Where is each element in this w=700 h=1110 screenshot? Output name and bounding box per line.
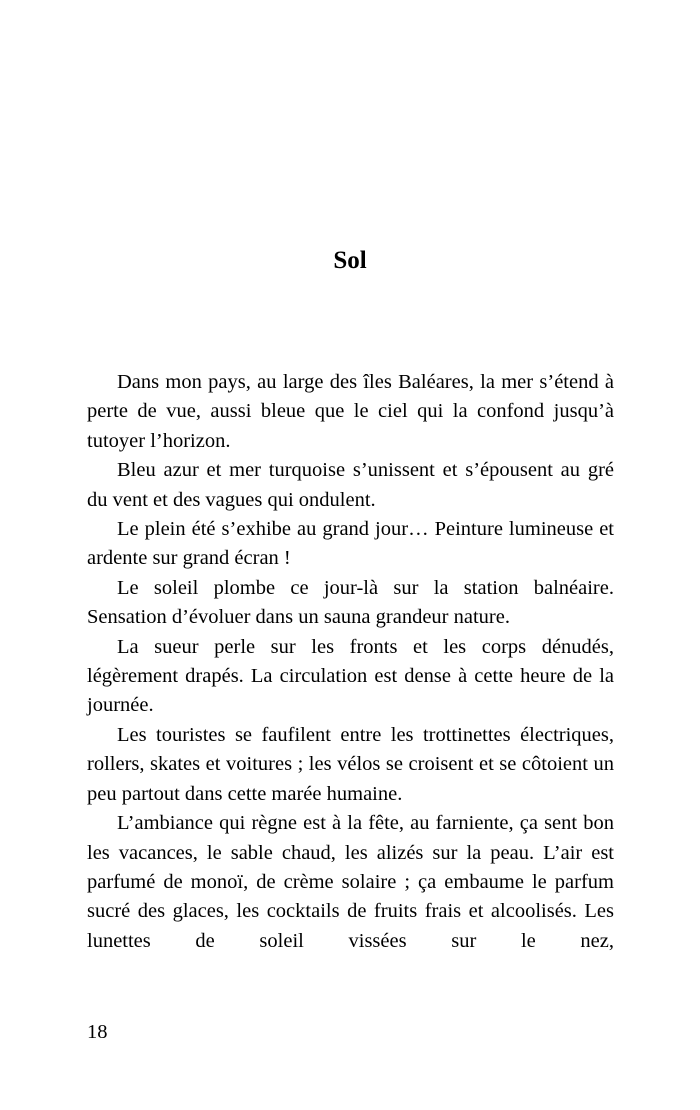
paragraph: Bleu azur et mer turquoise s’unissent et s’épousent au gré du vent et des vagues qui ondulent. — [87, 459, 614, 511]
paragraph: Le soleil plombe ce jour-là sur la station balnéaire. Sensation d’évoluer dans un sauna grandeur nature. — [87, 576, 614, 629]
page-number: 18 — [87, 1021, 108, 1043]
paragraph: La sueur perle sur les fronts et les corps dénudés, légèrement drapés. La circulation est dense à cette heure de la journée. — [87, 635, 614, 717]
paragraph: Les touristes se faufilent entre les trottinettes électriques, rollers, skates et voitures ; les vélos se croisent et se côtoient un peu partout dans cette marée humaine. — [87, 723, 614, 805]
paragraph: L’ambiance qui règne est à la fête, au farniente, ça sent bon les vacances, le sable chaud, les alizés sur la peau. L’air est parfumé de monoï, de crème solaire ; ça embaume le parfum sucré des glaces, les cocktails de fruits frais et alcoolisés. Les lunettes de soleil vissées sur le nez, — [87, 812, 614, 952]
paragraph: Le plein été s’exhibe au grand jour… Peinture lumineuse et ardente sur grand écran ! — [87, 518, 614, 570]
paragraph: Dans mon pays, au large des îles Baléares, la mer s’étend à perte de vue, aussi bleue que le ciel qui la confond jusqu’à tutoyer l’horizon. — [87, 371, 614, 452]
body-text — [87, 368, 614, 956]
chapter-title: Sol — [333, 247, 367, 274]
